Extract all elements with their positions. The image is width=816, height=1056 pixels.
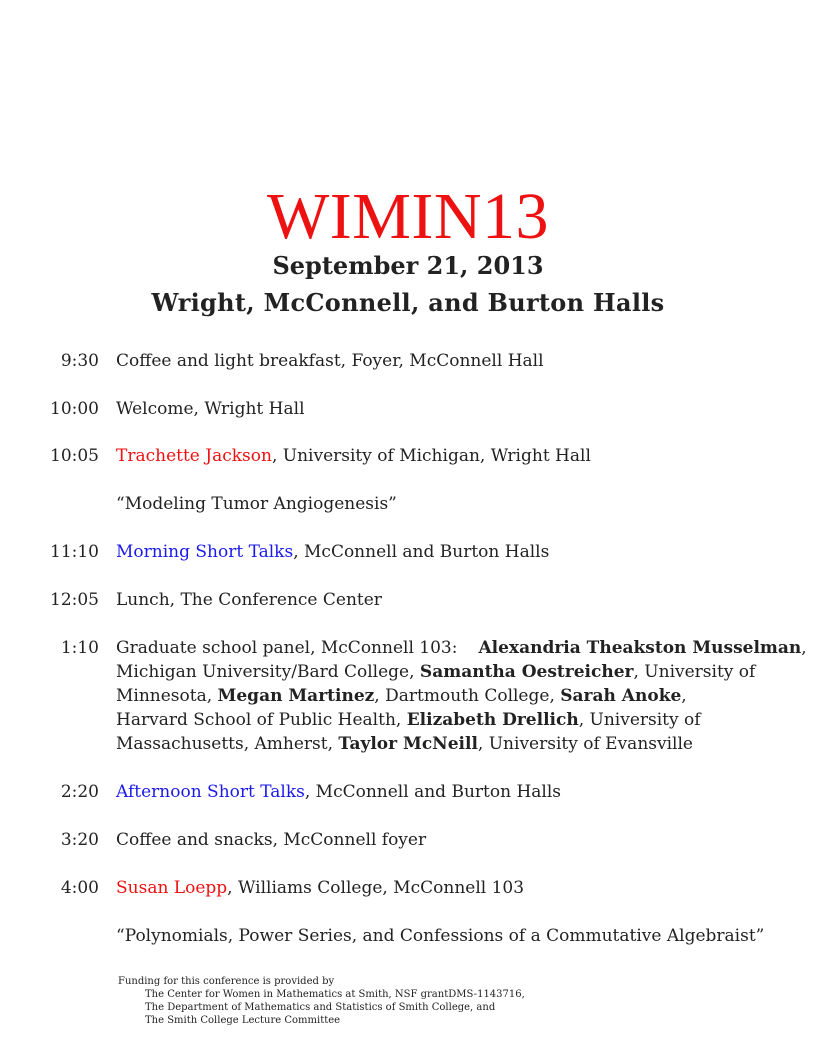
- schedule-item: [116, 444, 796, 468]
- schedule-time: 10:05: [50, 446, 99, 466]
- panel-intro: Graduate school panel, McConnell 103:: [116, 638, 458, 658]
- panelist-affiliation: Michigan University/Bard College: [116, 662, 410, 682]
- panel-line: Massachusetts, Amherst, Taylor McNeill, University of Evansville: [116, 734, 693, 754]
- speaker-details: , Williams College, McConnell 103: [227, 878, 525, 898]
- morning-short-talks-link[interactable]: Morning Short Talks: [116, 542, 294, 562]
- panel-line: Graduate school panel, McConnell 103: Alexandria Theakston Musselman,: [116, 638, 807, 658]
- conference-title: WIMIN13: [266, 180, 550, 253]
- session-location: , McConnell and Burton Halls: [293, 542, 550, 562]
- schedule-time: 10:00: [50, 399, 99, 419]
- schedule-time: 3:20: [60, 830, 99, 850]
- schedule-time: 11:10: [50, 542, 99, 562]
- speaker-name: Trachette Jackson: [116, 446, 272, 466]
- funding-source: The Center for Women in Mathematics at Smith, NSF grantDMS-1143716,: [145, 989, 525, 1000]
- panelist-name: Sarah Anoke: [560, 686, 682, 706]
- schedule-item: Welcome, Wright Hall: [116, 399, 305, 419]
- panel-line: Michigan University/Bard College, Samantha Oestreicher, University of: [116, 662, 756, 682]
- talk-title: “Modeling Tumor Angiogenesis”: [116, 494, 397, 514]
- schedule-time: 1:10: [60, 638, 99, 658]
- conference-date: September 21, 2013: [272, 251, 544, 280]
- funding-intro: Funding for this conference is provided by: [118, 976, 335, 987]
- panelist-affiliation: Harvard School of Public Health: [116, 710, 396, 730]
- schedule-time: 9:30: [60, 351, 99, 371]
- speaker-details: , University of Michigan, Wright Hall: [271, 446, 591, 466]
- panelist-name: Alexandria Theakston Musselman: [478, 638, 802, 658]
- session-location: , McConnell and Burton Halls: [304, 782, 562, 802]
- schedule-item: Lunch, The Conference Center: [116, 590, 382, 610]
- speaker-name: Susan Loepp: [116, 878, 228, 898]
- panel-line: Harvard School of Public Health, Elizabeth Drellich, University of: [116, 710, 701, 730]
- panelist-name: Megan Martinez: [217, 686, 375, 706]
- panelist-name: Taylor McNeill: [338, 734, 478, 754]
- schedule-item: Coffee and light breakfast, Foyer, McConnell Hall: [116, 351, 544, 371]
- panelist-affiliation: Dartmouth College: [385, 686, 550, 706]
- afternoon-short-talks-link[interactable]: Afternoon Short Talks: [116, 782, 305, 802]
- schedule-item: [116, 540, 796, 564]
- panel-line: Minnesota, Megan Martinez, Dartmouth College, Sarah Anoke,: [116, 686, 687, 706]
- schedule-item: Coffee and snacks, McConnell foyer: [116, 830, 427, 850]
- panelist-name: Elizabeth Drellich: [406, 710, 579, 730]
- schedule-time: 2:20: [60, 782, 99, 802]
- panelist-affiliation: University of Evansville: [488, 734, 693, 754]
- schedule-item: [116, 876, 796, 900]
- panelist-name: Samantha Oestreicher: [419, 662, 634, 682]
- conference-venue: Wright, McConnell, and Burton Halls: [151, 288, 665, 317]
- schedule-time: 12:05: [50, 590, 99, 610]
- talk-title: “Polynomials, Power Series, and Confessions of a Commutative Algebraist”: [116, 926, 765, 946]
- schedule-item: [116, 780, 796, 804]
- funding-source: The Smith College Lecture Committee: [145, 1015, 341, 1026]
- funding-source: The Department of Mathematics and Statistics of Smith College, and: [145, 1002, 496, 1013]
- schedule-time: 4:00: [60, 878, 99, 898]
